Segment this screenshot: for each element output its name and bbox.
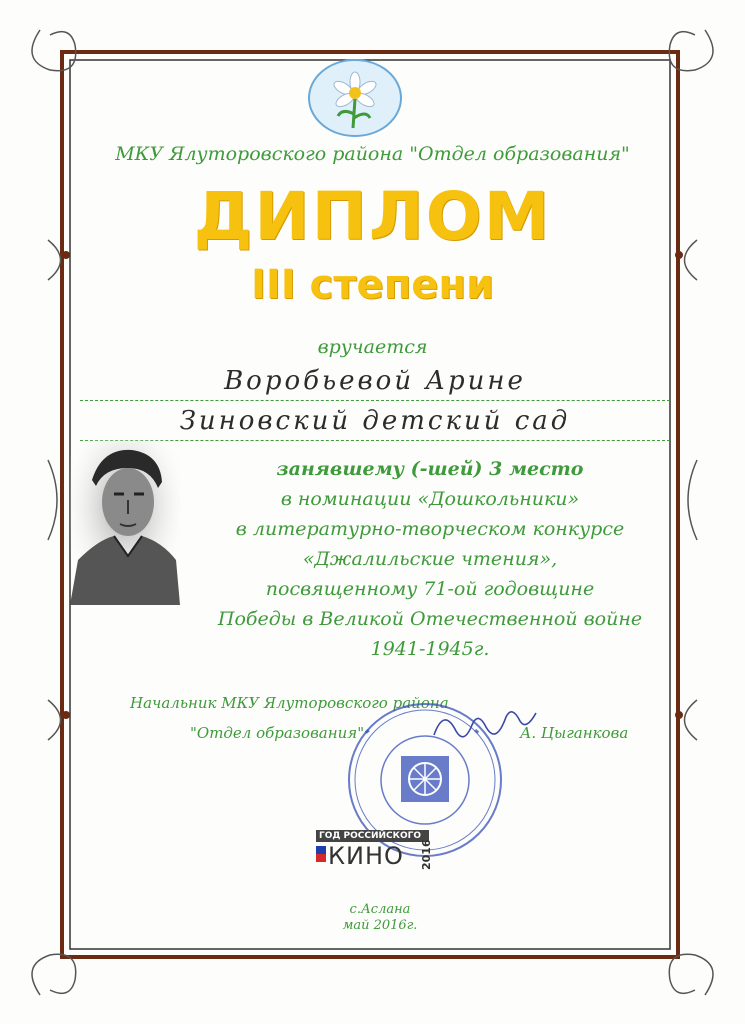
- body-line-years: 1941-1945г.: [370, 638, 490, 660]
- diploma-degree: III степени: [250, 262, 495, 308]
- recipient-organization: Зиновский детский сад: [179, 406, 571, 436]
- body-line-contest: в литературно-творческом конкурсе: [235, 518, 625, 540]
- signatory-title-line2: "Отдел образования": [190, 724, 365, 742]
- recipient-name: Воробьевой Арине: [224, 366, 526, 396]
- body-line-victory: Победы в Великой Отечественной войне: [217, 608, 643, 630]
- flag-red-stripe: [316, 854, 326, 862]
- diploma-title: ДИПЛОМ: [193, 178, 552, 255]
- award-body: [150, 454, 710, 664]
- organization-title: МКУ Ялуторовского района "Отдел образования": [115, 143, 630, 165]
- place: с.Аслана: [349, 902, 411, 917]
- signatory-name: А. Цыганкова: [520, 724, 629, 742]
- body-line-nomination: в номинации «Дошкольники»: [280, 488, 580, 510]
- body-line-anniversary: посвященному 71-ой годовщине: [265, 578, 595, 600]
- date: май 2016г.: [342, 918, 418, 933]
- competition-logo-icon: [305, 56, 405, 140]
- body-line-place: занявшему (-шей) 3 место: [276, 458, 584, 480]
- logo-year-caption: ГОД РОССИЙСКОГО: [316, 830, 429, 842]
- logo-year: 2016: [420, 839, 433, 870]
- year-of-cinema-logo: [316, 830, 446, 870]
- logo-cinema-word: КИНО: [328, 842, 404, 870]
- name-underline: [80, 400, 670, 401]
- awarded-label: вручается: [317, 336, 428, 358]
- body-line-contest-name: «Джалильские чтения»,: [302, 548, 558, 570]
- flag-blue-stripe: [316, 846, 326, 854]
- signatory-title-line1: Начальник МКУ Ялуторовского района: [130, 694, 449, 712]
